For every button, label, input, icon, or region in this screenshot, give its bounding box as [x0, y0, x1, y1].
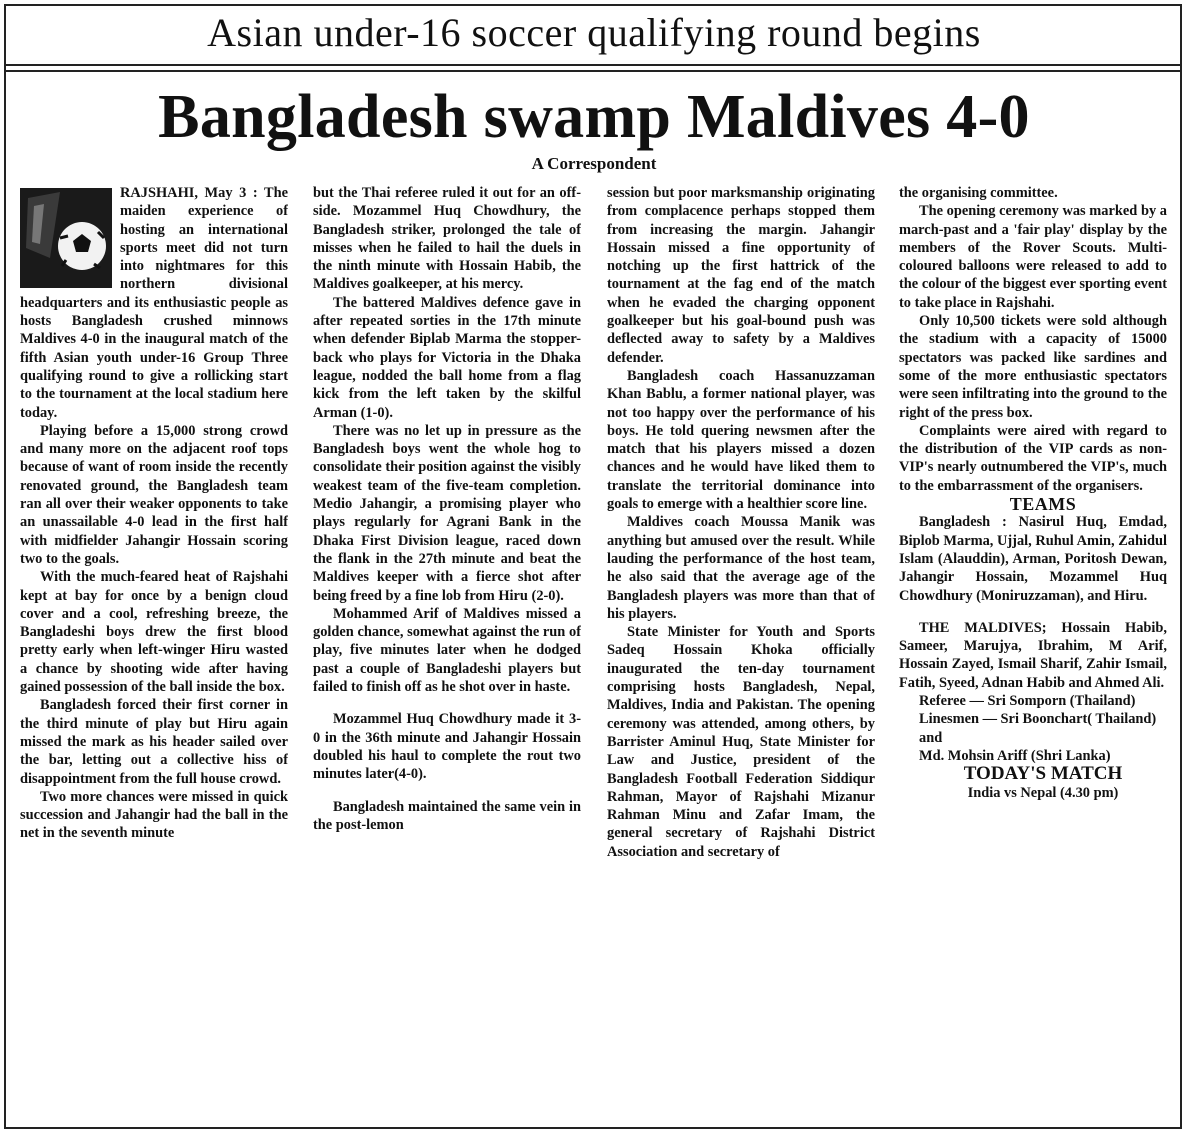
teams-maldives: THE MALDIVES; Hossain Habib, Sameer, Marujya, Ibrahim, M Arif, Hossain Zayed, Ismail Sharif, Zahir Ismail, Fatih, Syeed, Adnan Habib and Ahmed Ali. [899, 619, 1167, 691]
column-3 [607, 184, 875, 1124]
para-1-1: RAJSHAHI, May 3 : The maiden experience of hosting an international sports meet did not turn into nightmares for this northern divisional headquarters and its enthusiastic people as hosts Bangladesh crushed minnows Maldives 4-0 in the inaugural match of the fifth Asian youth under-16 Group Three qualifying round to give a rollicking start to the tournament at the local stadium here today. [20, 185, 288, 421]
para-4-3: Only 10,500 tickets were sold although the stadium with a capacity of 15000 spectators was packed like sardines and some of the more enthusiastic spectators were seen infiltrating into the ground to the right of the press box. [899, 313, 1167, 421]
teams-linesman-2: Md. Mohsin Ariff (Shri Lanka) [919, 747, 1111, 764]
para-3-4: State Minister for Youth and Sports Sadeq Hossain Khoka officially inaugurated the ten-day tournament comprising hosts Bangladesh, Nepal, Maldives, India and Pakistan. The opening ceremony was attended, among others, by Barrister Aminul Huq, State Minister for Law and Justice, president of the Bangladesh Football Federation Siddiqur Rahman, Mayor of Rajshahi Mizanur Rahman Minu and Zafar Imam, the general secretary of Rajshahi District Association and secretary of [607, 624, 875, 860]
para-2-3: There was no let up in pressure as the Bangladesh boys went the whole hog to consolidate their position against the visibly weakest team of the five-team completion. Medio Jahangir, a promising player who plays regularly for Agrani Bank in the Dhaka First Division league, raced down the flank in the 27th minute and beat the Maldives keeper with a fierce shot after being freed by a fine lob from Hiru (2-0). [313, 422, 581, 604]
para-1-3: With the much-feared heat of Rajshahi kept at bay for once by a benign cloud cover and a cool, refreshing breeze, the Bangladeshi boys drew the first blood pretty early when left-winger Hiru wasted a chance by shooting wide after having gained possession of the ball inside the box. [20, 569, 288, 696]
para-2-2: The battered Maldives defence gave in after repeated sorties in the 17th minute when defender Biplab Marma the stopper-back who plays for Victoria in the Dhaka league, nodded the ball home from a flag kick from the left taken by the skilful Arman (1-0). [313, 294, 581, 421]
top-rule-2 [6, 70, 1182, 72]
teams-linesmen: Linesmen — Sri Boonchart( Thailand) [919, 711, 1157, 728]
teams-and: and [919, 729, 943, 746]
para-2-6: Bangladesh maintained the same vein in the post-lemon [313, 798, 581, 833]
para-2-1: but the Thai referee ruled it out for an off-side. Mozammel Huq Chowdhury, the Bangladesh striker, prolonged the tale of misses when he failed to hail the duels in the ninth minute with Hossain Habib, the Maldives goalkeeper, at his mercy. [313, 185, 581, 293]
teams-heading: TEAMS [1009, 494, 1077, 515]
para-3-1: session but poor marksmanship originating from complacence perhaps stopped them from increasing the margin. Jahangir Hossain missed a fine opportunity of notching up the first hattrick of the tournament at the fag end of the match when he evaded the charging opponent goalkeeper but his goal-bound push was deflected away to safety by a Maldives defender. [607, 185, 875, 366]
kicker-headline: Asian under-16 soccer qualifying round begins [207, 10, 981, 55]
main-headline: Bangladesh swamp Maldives 4-0 [158, 83, 1030, 151]
para-2-4: Mohammed Arif of Maldives missed a golden chance, somewhat against the run of play, five minutes later when he dodged past a couple of Bangladeshi players but failed to finish off as he shot over in haste. [313, 605, 581, 696]
column-4 [899, 184, 1167, 1124]
spacer [313, 696, 581, 710]
para-2-5: Mozammel Huq Chowdhury made it 3-0 in the 36th minute and Jahangir Hossain doubled his haul to complete the rout two minutes later(4-0). [313, 711, 581, 783]
soccer-ball-photo [20, 188, 112, 288]
para-1-4: Bangladesh forced their first corner in the third minute of play but Hiru again missed the mark as his header sailed over the bar, letting out a collective hiss of disappointment from the full house crowd. [20, 697, 288, 787]
column-2 [313, 184, 581, 1124]
para-3-2: Bangladesh coach Hassanuzzaman Khan Bablu, a former national player, was not too happy over the performance of his boys. He told quering newsmen after the match that his players missed a dozen chances and he would have liked them to translate the territorial dominance into goals to emerge with a healthier score line. [607, 367, 875, 513]
todays-match-value: India vs Nepal (4.30 pm) [967, 784, 1119, 801]
spacer [899, 605, 1167, 619]
para-4-1: the organising committee. [899, 185, 1058, 201]
para-1-2: Playing before a 15,000 strong crowd and many more on the adjacent roof tops because of want of room inside the recently renovated ground, the Bangladesh team ran all over their weaker opponents to take an unassailable 4-0 lead in the first half with midfielder Jahangir Hossain scoring two to the goals. [20, 422, 288, 567]
para-3-3: Maldives coach Moussa Manik was anything but amused over the result. While lauding the performance of the host team, he also said that the average age of the Bangladesh players was more than that of his players. [607, 514, 875, 622]
teams-referee: Referee — Sri Somporn (Thailand) [919, 693, 1136, 710]
top-rule [6, 64, 1182, 66]
para-4-4: Complaints were aired with regard to the distribution of the VIP cards as non-VIP's nearly outnumbered the VIP's, much to the embarrassment of the organisers. [899, 422, 1167, 494]
column-1 [20, 184, 288, 1124]
para-1-5: Two more chances were missed in quick succession and Jahangir had the ball in the net in the seventh minute [20, 788, 288, 842]
teams-bangladesh: Bangladesh : Nasirul Huq, Emdad, Biplob Marma, Ujjal, Ruhul Amin, Zahidul Islam (Alauddin), Arman, Poritosh Dewan, Jahangir Hossain, Mozammel Huq Chowdhury (Moniruzzaman), and Hiru. [899, 514, 1167, 604]
todays-match-heading: TODAY'S MATCH [963, 763, 1123, 785]
byline: A Correspondent [531, 154, 657, 173]
spacer [313, 784, 581, 798]
para-4-2: The opening ceremony was marked by a march-past and a 'fair play' display by the members of the Rover Scouts. Multi-coloured balloons were released to add to the colour of the biggest ever sporting event to take place in Rajshahi. [899, 203, 1167, 311]
